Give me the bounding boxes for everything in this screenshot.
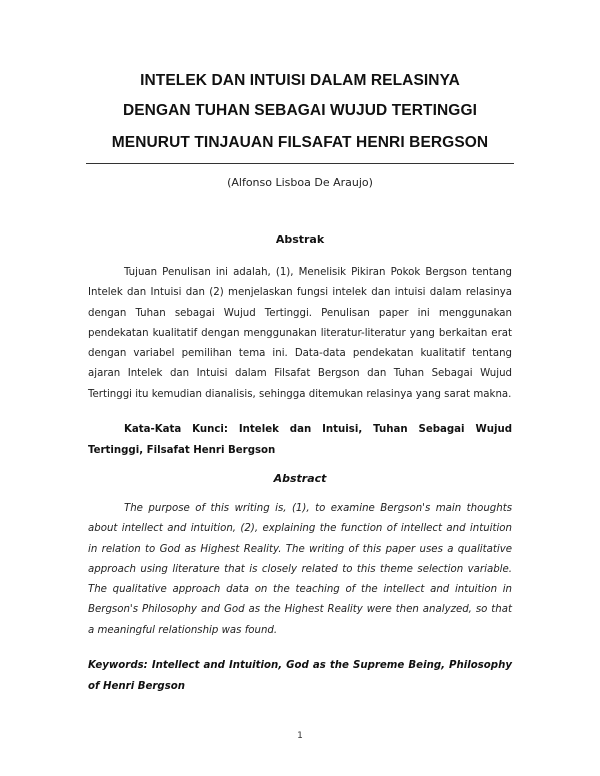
title-line-1: INTELEK DAN INTUISI DALAM RELASINYA bbox=[140, 72, 460, 89]
author-name: (Alfonso Lisboa De Araujo) bbox=[227, 176, 373, 189]
kata-kunci: Kata-Kata Kunci: Intelek dan Intuisi, Tuhan Sebagai Wujud Tertinggi, Filsafat Henri Bergson bbox=[88, 424, 512, 456]
title-divider bbox=[86, 163, 514, 164]
keywords: Keywords: Intellect and Intuition, God as the Supreme Being, Philosophy of Henri Bergson bbox=[88, 660, 512, 692]
abstrak-paragraph: Tujuan Penulisan ini adalah, (1), Menelisik Pikiran Pokok Bergson tentang Intelek dan Intuisi dan (2) menjelaskan fungsi intelek dan intuisi dalam relasinya dengan Tuhan sebagai Wujud Tertinggi. Penulisan paper ini menggunakan pendekatan kualitatif dengan menggunakan literatur-literatur yang berkaitan erat dengan variabel pemilihan tema ini. Data-data pendekatan kualitatif tentang ajaran Intelek dan Intuisi dalam Filsafat Bergson dan Tuhan Sebagai Wujud Tertinggi itu kemudian dianalisis, sehingga ditemukan relasinya yang sarat makna. bbox=[88, 267, 512, 400]
abstrak-heading: Abstrak bbox=[275, 233, 325, 246]
abstract-paragraph: The purpose of this writing is, (1), to examine Bergson's main thoughts about intellect and intuition, (2), explaining the function of intellect and intuition in relation to God as Highest Reality. The writing of this paper uses a qualitative approach using literature that is closely related to this theme selection variable. The qualitative approach data on the teaching of the intellect and intuition in Bergson's Philosophy and God as the Highest Reality were then analyzed, so that a meaningful relationship was found. bbox=[88, 503, 512, 636]
abstract-heading: Abstract bbox=[273, 472, 327, 485]
title-line-2: DENGAN TUHAN SEBAGAI WUJUD TERTINGGI bbox=[122, 102, 478, 119]
title-line-3: MENURUT TINJAUAN FILSAFAT HENRI BERGSON bbox=[111, 134, 489, 151]
page-number: 1 bbox=[297, 731, 303, 741]
